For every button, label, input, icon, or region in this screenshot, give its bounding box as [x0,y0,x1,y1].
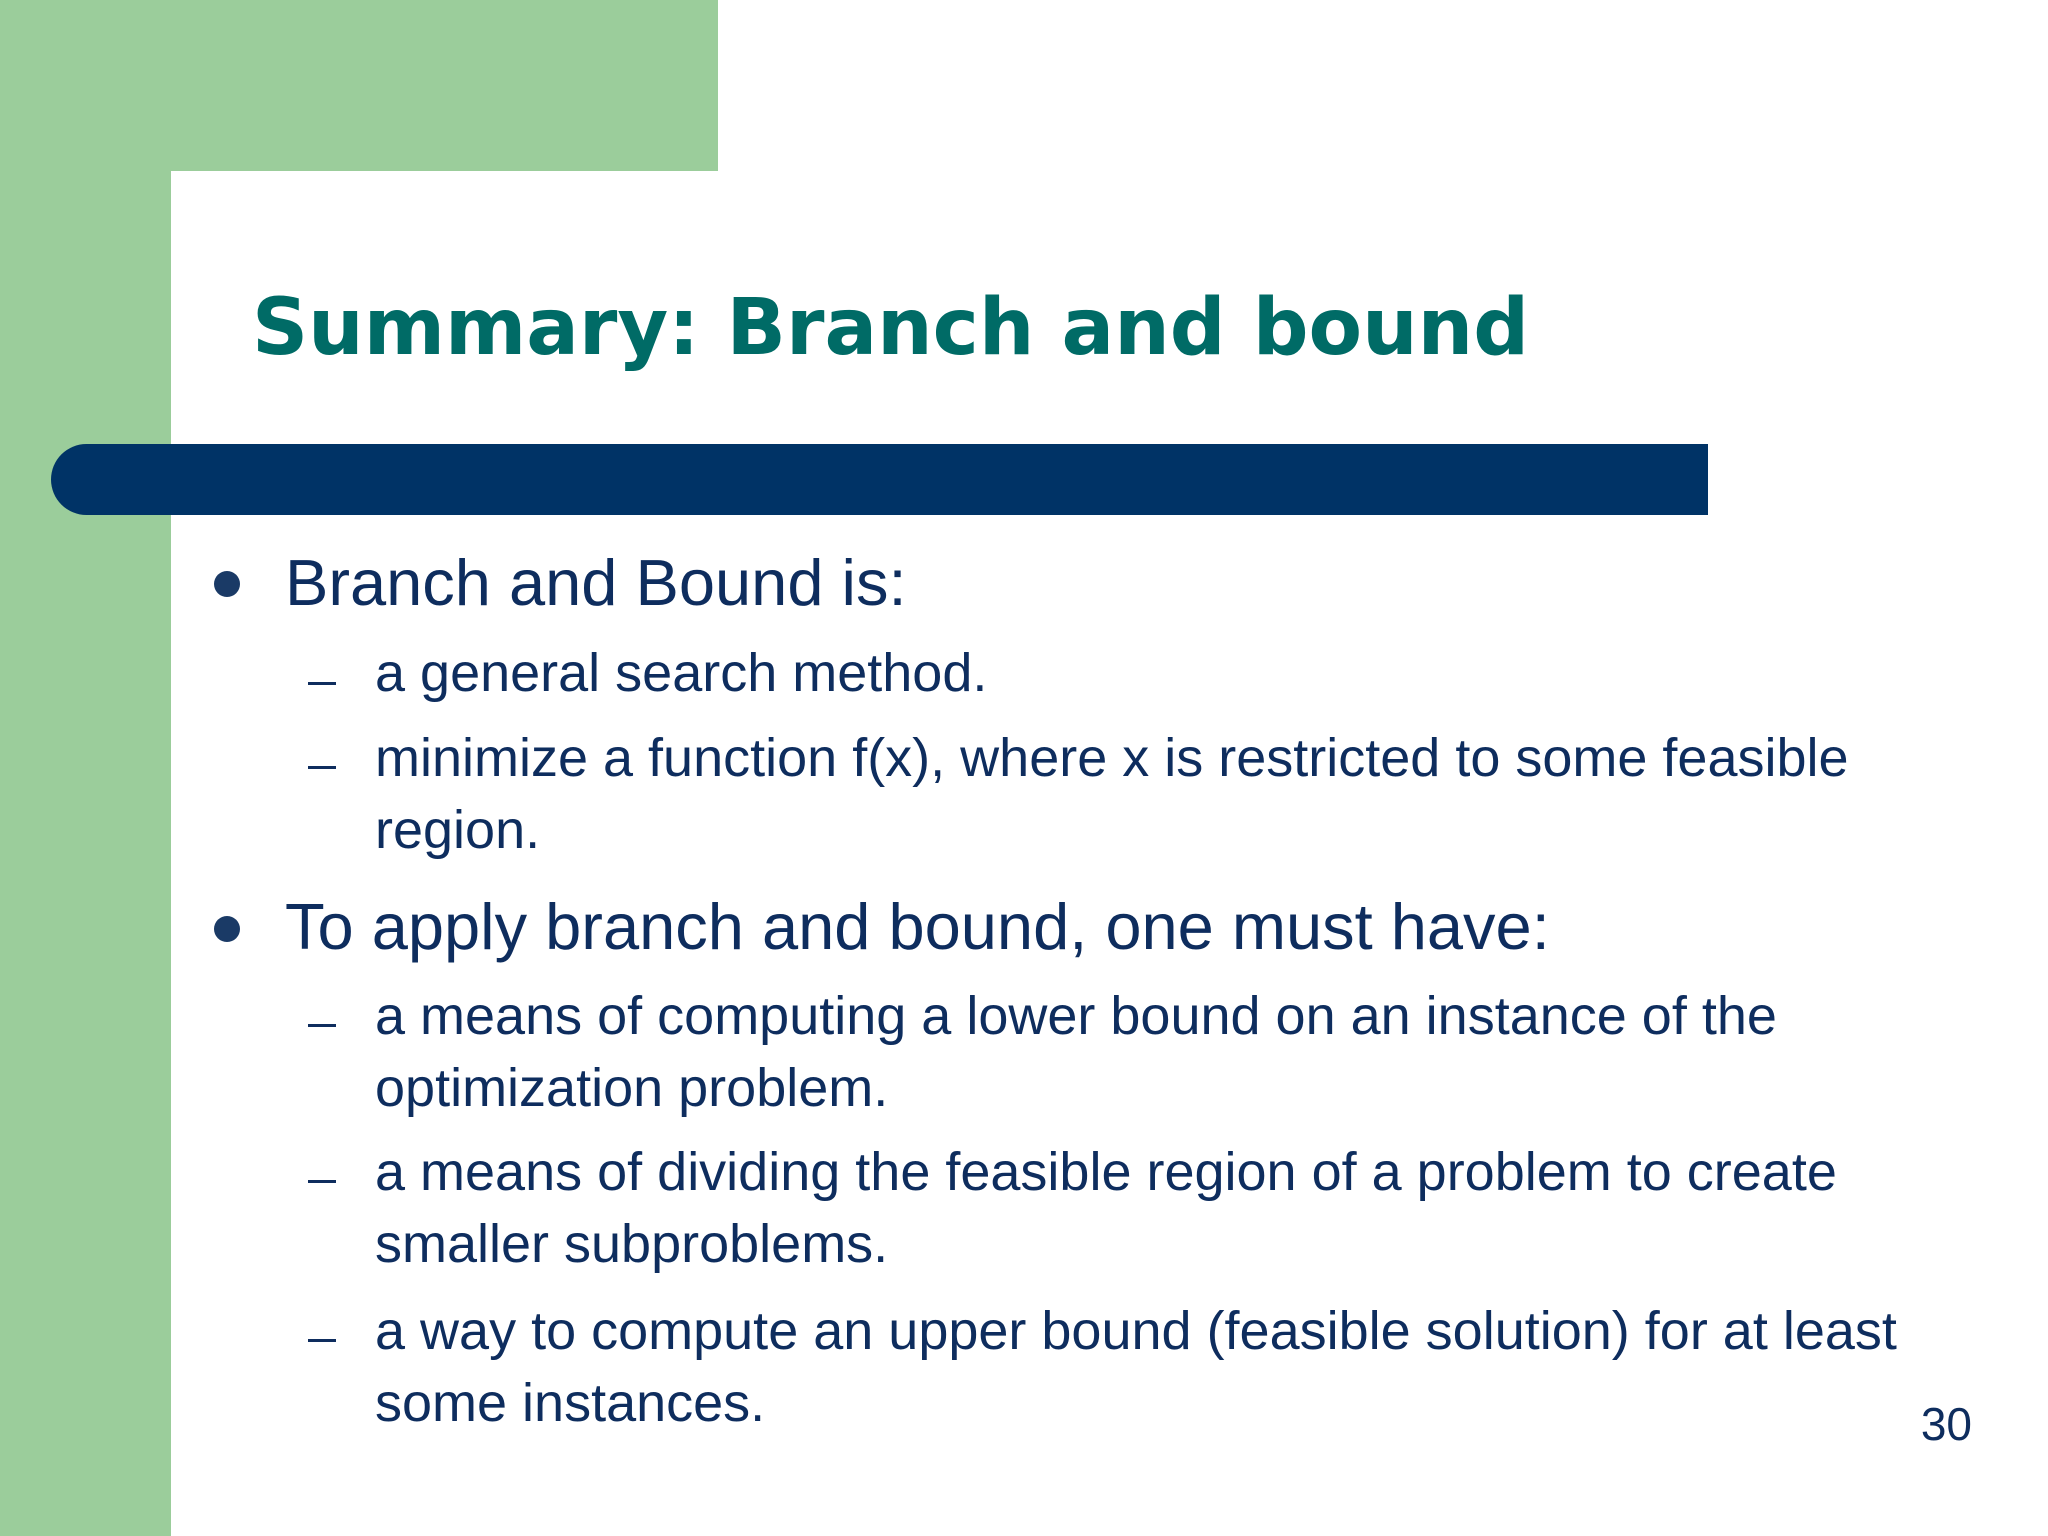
sub-bullet-dash [308,1180,336,1183]
bullet-1-sub-1: a general search method. [375,643,988,703]
bullet-icon [214,916,240,942]
sub-bullet-dash [308,766,336,769]
bullet-1-text: Branch and Bound is: [285,546,907,619]
page-number: 30 [1920,1398,1972,1450]
bullet-2-sub-3: a way to compute an upper bound (feasible solution) for at least some instances. [375,1301,1897,1433]
slide-title: Summary: Branch and bound [252,283,1530,373]
bullet-icon [214,571,240,597]
bullet-1-sub-2: minimize a function f(x), where x is restricted to some feasible region. [375,728,1849,860]
bullet-2-sub-2: a means of dividing the feasible region of a problem to create smaller subproblems. [375,1142,1837,1274]
bullet-2-sub-1: a means of computing a lower bound on an instance of the optimization problem. [375,986,1777,1118]
bullet-2-text: To apply branch and bound, one must have: [285,890,1550,963]
sub-bullet-dash [308,1024,336,1027]
sub-bullet-dash [308,1339,336,1342]
sub-bullet-dash [308,682,336,685]
